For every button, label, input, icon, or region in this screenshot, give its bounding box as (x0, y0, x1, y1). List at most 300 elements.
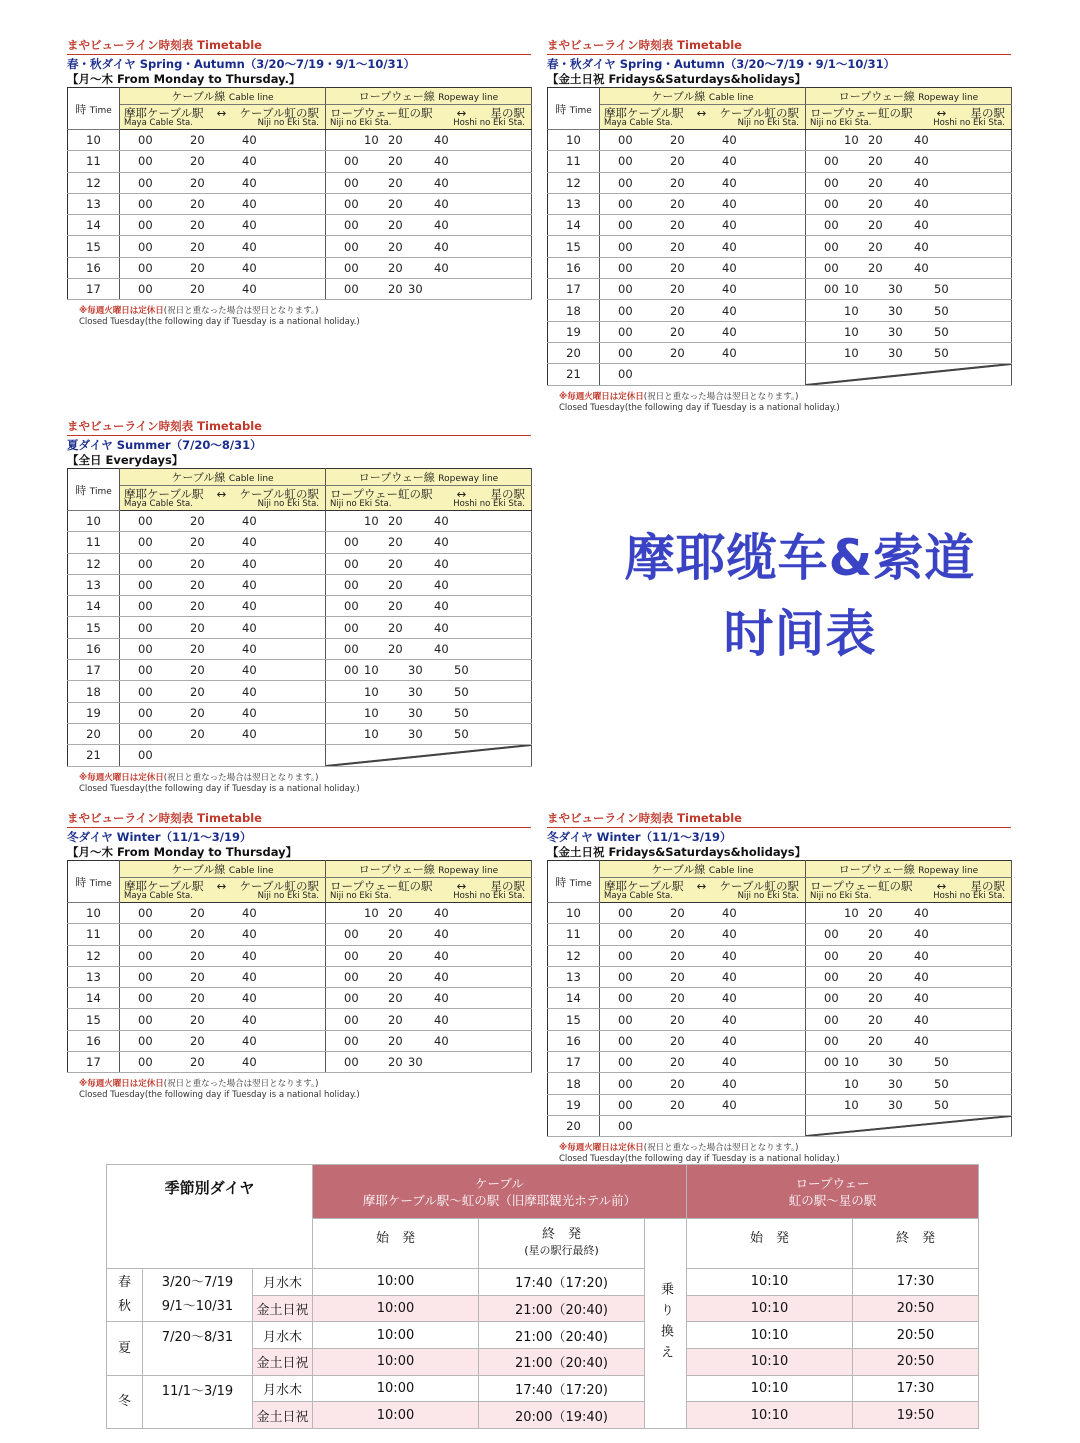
season-period: 7/20～8/31 (143, 1322, 253, 1375)
timetable-row (68, 151, 532, 172)
cable-minute: 20 (670, 1076, 685, 1091)
closed-notice-bold: ※毎週火曜日は定休日 (79, 772, 164, 783)
time-header-jp: 時 (75, 102, 87, 116)
cable-departures (120, 215, 326, 236)
ropeway-minute: 50 (934, 282, 949, 297)
cable-line-header-en: Cable line (228, 93, 274, 103)
ropeway-minute: 10 (364, 514, 379, 529)
ropeway-departures (806, 966, 1012, 987)
ropeway-departures (806, 988, 1012, 1009)
cable-minute: 40 (242, 556, 257, 571)
cable-minute: 20 (670, 991, 685, 1006)
ropeway-last: 17:30 (853, 1375, 979, 1402)
ropeway-minute: 20 (868, 239, 883, 254)
closed-notice-rest: (祝日と重なった場合は翌日となります。) (163, 1079, 319, 1090)
from-station-en: Maya Cable Sta. (124, 498, 193, 509)
ropeway-minute: 40 (914, 948, 929, 963)
hour-cell: 15 (68, 236, 120, 257)
cable-minute: 40 (722, 991, 737, 1006)
ropeway-minute: 20 (868, 218, 883, 233)
cable-departures (600, 364, 806, 385)
ropeway-minute: 00 (344, 948, 359, 963)
timetable-row (548, 1115, 1012, 1136)
seasonal-summary-table (106, 1164, 979, 1429)
hour-cell: 17 (548, 279, 600, 300)
cable-minute: 40 (242, 514, 257, 529)
ropeway-minute: 10 (364, 684, 379, 699)
cable-line-header-en: Cable line (228, 474, 274, 484)
ropeway-minute: 00 (344, 927, 359, 942)
cable-minute: 40 (242, 282, 257, 297)
timetable-row (68, 638, 532, 659)
from-station-en: Maya Cable Sta. (124, 117, 193, 128)
hour-cell: 20 (68, 723, 120, 744)
cable-departures (600, 1052, 806, 1073)
cable-minute: 20 (190, 948, 205, 963)
transfer-label: 乗り換え (645, 1219, 687, 1429)
cable-departures (600, 1094, 806, 1115)
ropeway-minute: 00 (824, 1055, 839, 1070)
closed-notice (79, 773, 531, 795)
ropeway-minute: 40 (914, 906, 929, 921)
timetable-row (548, 193, 1012, 214)
timetable-row (68, 574, 532, 595)
cable-minute: 40 (242, 154, 257, 169)
ropeway-minute: 10 (844, 1097, 859, 1112)
cable-minute: 40 (722, 927, 737, 942)
ropeway-minute: 30 (408, 663, 423, 678)
cable-departures (600, 903, 806, 924)
ropeway-minute: 00 (344, 239, 359, 254)
cable-minute: 20 (670, 346, 685, 361)
cable-line-header-jp: ケーブル線 (171, 471, 226, 484)
hour-cell: 17 (68, 1052, 120, 1073)
cable-minute: 00 (618, 948, 633, 963)
to-station-en: Niji no Eki Sta. (737, 117, 799, 128)
timetable-grid (67, 468, 532, 767)
ropeway-departures (806, 279, 1012, 300)
ropeway-minute: 30 (888, 282, 903, 297)
ropeway-minute: 00 (344, 641, 359, 656)
ropeway-departures (326, 511, 532, 532)
cable-stations (120, 105, 326, 130)
cable-minute: 20 (190, 663, 205, 678)
cable-minute: 20 (670, 324, 685, 339)
from-station-jp: 摩耶ケーブル駅 (124, 486, 204, 501)
timetable-row (548, 172, 1012, 193)
cable-minute: 20 (670, 1097, 685, 1112)
ropeway-departures (806, 215, 1012, 236)
from-station-jp: ロープウェー虹の駅 (330, 878, 433, 893)
cable-minute: 20 (190, 970, 205, 985)
from-station-en: Maya Cable Sta. (604, 117, 673, 128)
cable-departures (600, 215, 806, 236)
cable-minute: 20 (190, 927, 205, 942)
cable-minute: 00 (138, 684, 153, 699)
cable-departures (120, 596, 326, 617)
timetable-row (68, 745, 532, 766)
ropeway-departures (806, 193, 1012, 214)
ropeway-departures (806, 1009, 1012, 1030)
cable-departures (120, 617, 326, 638)
cable-departures (120, 924, 326, 945)
cable-minute: 20 (190, 1055, 205, 1070)
hour-cell: 16 (68, 638, 120, 659)
cable-departures (120, 511, 326, 532)
cable-minute: 00 (138, 748, 153, 763)
to-station-jp: 星の駅 (970, 105, 1005, 120)
ropeway-minute: 10 (844, 1055, 859, 1070)
from-station-jp: ロープウェー虹の駅 (810, 105, 913, 120)
days-label: 【月～木 From Monday to Thursday】 (67, 845, 298, 859)
ropeway-minute: 40 (434, 260, 449, 275)
cable-minute: 40 (242, 705, 257, 720)
cable-minute: 20 (190, 260, 205, 275)
cable-stations (600, 878, 806, 903)
ropeway-minute: 40 (434, 906, 449, 921)
timetable-row (68, 681, 532, 702)
bidirectional-arrow-icon: ↔ (456, 878, 467, 893)
cable-minute: 40 (722, 239, 737, 254)
cable-minute: 20 (190, 218, 205, 233)
to-station-jp: 星の駅 (490, 878, 525, 893)
cable-minute: 40 (722, 1055, 737, 1070)
cable-minute: 20 (190, 641, 205, 656)
ropeway-minute: 20 (388, 1012, 403, 1027)
cable-minute: 40 (242, 218, 257, 233)
cable-minute: 20 (190, 1012, 205, 1027)
ropeway-line-header-en: Ropeway line (918, 93, 979, 103)
bidirectional-arrow-icon: ↔ (936, 105, 947, 120)
timetable-grid (547, 87, 1012, 386)
timetable-row (548, 1094, 1012, 1115)
overlay-title (580, 520, 1020, 672)
cable-minute: 00 (618, 239, 633, 254)
timetable-winter-weekend (547, 811, 1011, 1165)
cable-minute: 00 (138, 175, 153, 190)
cable-minute: 40 (722, 133, 737, 148)
timetable-brand: まやビューライン時刻表 Timetable (547, 811, 1011, 828)
cable-minute: 00 (138, 514, 153, 529)
ropeway-minute: 30 (888, 324, 903, 339)
cable-first: 10:00 (313, 1322, 479, 1349)
ropeway-minute: 20 (868, 991, 883, 1006)
cable-minute: 00 (138, 578, 153, 593)
cable-departures (600, 236, 806, 257)
cable-minute: 40 (242, 1055, 257, 1070)
closed-notice-rest: (祝日と重なった場合は翌日となります。) (643, 1143, 799, 1154)
cable-departures (600, 966, 806, 987)
ropeway-minute: 00 (344, 578, 359, 593)
cable-minute: 40 (242, 133, 257, 148)
closed-notice-bold: ※毎週火曜日は定休日 (559, 391, 644, 402)
ropeway-departures (806, 151, 1012, 172)
hour-cell: 13 (68, 574, 120, 595)
cable-minute: 00 (138, 1012, 153, 1027)
cable-minute: 20 (670, 948, 685, 963)
closed-notice-en: Closed Tuesday(the following day if Tuesday is a national holiday.) (559, 1154, 840, 1165)
cable-minute: 20 (190, 620, 205, 635)
ropeway-first: 10:10 (687, 1375, 853, 1402)
ropeway-minute: 20 (388, 948, 403, 963)
ropeway-departures (326, 945, 532, 966)
from-station-en: Niji no Eki Sta. (330, 498, 392, 509)
cable-minute: 20 (670, 239, 685, 254)
ropeway-departures (806, 172, 1012, 193)
ropeway-minute: 50 (934, 1055, 949, 1070)
cable-minute: 40 (722, 218, 737, 233)
ropeway-line-header (326, 88, 532, 105)
cable-minute: 00 (138, 663, 153, 678)
timetable-row (68, 596, 532, 617)
bidirectional-arrow-icon: ↔ (456, 486, 467, 501)
closed-notice-bold: ※毎週火曜日は定休日 (79, 306, 164, 317)
ropeway-departures (326, 660, 532, 681)
cable-first-header: 始 発 (313, 1219, 479, 1269)
hour-cell: 10 (68, 903, 120, 924)
cable-departures (120, 723, 326, 744)
ropeway-departures (806, 1052, 1012, 1073)
ropeway-minute: 30 (888, 1076, 903, 1091)
timetable-row (548, 1009, 1012, 1030)
cable-line-header-jp: ケーブル線 (171, 90, 226, 103)
cable-minute: 00 (138, 991, 153, 1006)
cable-minute: 00 (618, 1012, 633, 1027)
cable-minute: 20 (670, 197, 685, 212)
hour-cell: 10 (68, 130, 120, 151)
season-name: 冬 (107, 1375, 143, 1428)
hour-cell: 15 (68, 1009, 120, 1030)
day-type: 金土日祝 (253, 1349, 313, 1376)
hour-cell: 11 (68, 924, 120, 945)
ropeway-minute: 30 (408, 705, 423, 720)
hour-cell: 14 (68, 988, 120, 1009)
ropeway-minute: 40 (434, 948, 449, 963)
ropeway-minute: 00 (344, 535, 359, 550)
ropeway-line-header-jp: ロープウェー線 (358, 90, 435, 103)
ropeway-departures (326, 617, 532, 638)
closed-notice-en: Closed Tuesday(the following day if Tuesday is a national holiday.) (79, 783, 360, 794)
days-label: 【全日 Everydays】 (67, 453, 184, 467)
cable-departures (120, 681, 326, 702)
cable-minute: 20 (190, 133, 205, 148)
ropeway-minute: 00 (344, 154, 359, 169)
cable-minute: 00 (138, 133, 153, 148)
ropeway-minute: 20 (388, 218, 403, 233)
ropeway-departures (326, 723, 532, 744)
time-header-en: Time (89, 878, 112, 889)
bidirectional-arrow-icon: ↔ (696, 878, 707, 893)
cable-departures (120, 532, 326, 553)
cable-minute: 40 (242, 948, 257, 963)
cable-line-header (120, 88, 326, 105)
ropeway-minute: 40 (434, 1012, 449, 1027)
cable-minute: 20 (190, 1033, 205, 1048)
hour-cell: 10 (548, 903, 600, 924)
cable-minute: 20 (190, 514, 205, 529)
ropeway-minute: 40 (434, 578, 449, 593)
cable-minute: 40 (722, 1076, 737, 1091)
ropeway-first: 10:10 (687, 1295, 853, 1322)
timetable-row (548, 279, 1012, 300)
closed-notice-en: Closed Tuesday(the following day if Tuesday is a national holiday.) (559, 402, 840, 413)
cable-title: ケーブル (475, 1175, 524, 1191)
ropeway-minute: 10 (364, 727, 379, 742)
hour-cell: 19 (68, 702, 120, 723)
ropeway-departures (326, 1009, 532, 1030)
ropeway-stations (326, 105, 532, 130)
from-station-jp: ロープウェー虹の駅 (330, 105, 433, 120)
cable-departures (120, 988, 326, 1009)
cable-departures (600, 279, 806, 300)
ropeway-minute: 10 (844, 906, 859, 921)
timetable-brand: まやビューライン時刻表 Timetable (67, 811, 531, 828)
closed-notice-en: Closed Tuesday(the following day if Tuesday is a national holiday.) (79, 317, 360, 328)
cable-departures (120, 130, 326, 151)
cable-minute: 20 (190, 175, 205, 190)
cable-minute: 20 (670, 927, 685, 942)
ropeway-minute: 20 (388, 154, 403, 169)
time-header-jp: 時 (75, 875, 87, 889)
timetable-row (68, 903, 532, 924)
from-station-en: Niji no Eki Sta. (330, 117, 392, 128)
ropeway-minute: 40 (434, 991, 449, 1006)
ropeway-minute: 20 (388, 239, 403, 254)
cable-last: 21:00（20:40) (479, 1322, 645, 1349)
timetable-row (68, 1030, 532, 1051)
to-station-en: Hoshi no Eki Sta. (453, 498, 525, 509)
ropeway-minute: 50 (454, 705, 469, 720)
cable-line-header (120, 469, 326, 486)
cable-departures (120, 638, 326, 659)
ropeway-departures (806, 1030, 1012, 1051)
timetable-spring-autumn-weekday (67, 38, 531, 328)
cable-stations (120, 486, 326, 511)
ropeway-minute: 20 (868, 154, 883, 169)
cable-departures (600, 988, 806, 1009)
cable-minute: 00 (138, 154, 153, 169)
time-header-en: Time (89, 486, 112, 497)
ropeway-minute: 20 (388, 175, 403, 190)
timetable-row (548, 321, 1012, 342)
cable-minute: 00 (138, 197, 153, 212)
ropeway-no-service (806, 1115, 1012, 1136)
timetable-row (548, 236, 1012, 257)
timetable-row (68, 966, 532, 987)
cable-minute: 00 (138, 641, 153, 656)
cable-departures (600, 1073, 806, 1094)
time-header (68, 469, 120, 511)
cable-departures (600, 342, 806, 363)
cable-minute: 00 (618, 1033, 633, 1048)
ropeway-minute: 50 (454, 727, 469, 742)
ropeway-departures (806, 1073, 1012, 1094)
ropeway-minute: 00 (824, 927, 839, 942)
closed-notice-rest: (祝日と重なった場合は翌日となります。) (163, 772, 319, 783)
ropeway-minute: 30 (888, 1097, 903, 1112)
cable-minute: 40 (242, 599, 257, 614)
to-station-jp: ケーブル虹の駅 (239, 105, 319, 120)
hour-cell: 13 (548, 193, 600, 214)
timetable-row (548, 966, 1012, 987)
ropeway-departures (326, 172, 532, 193)
cable-line-header-jp: ケーブル線 (651, 863, 706, 876)
ropeway-minute: 40 (914, 1012, 929, 1027)
ropeway-departures (806, 236, 1012, 257)
hour-cell: 16 (68, 1030, 120, 1051)
ropeway-minute: 40 (914, 239, 929, 254)
timetable-row (68, 988, 532, 1009)
cable-last: 17:40（17:20) (479, 1375, 645, 1402)
ropeway-minute: 30 (408, 282, 423, 297)
to-station-jp: 星の駅 (490, 105, 525, 120)
cable-minute: 40 (242, 1012, 257, 1027)
to-station-jp: ケーブル虹の駅 (239, 878, 319, 893)
ropeway-departures (326, 151, 532, 172)
timetable-row (548, 300, 1012, 321)
cable-minute: 00 (618, 260, 633, 275)
day-type: 金土日祝 (253, 1402, 313, 1429)
cable-minute: 20 (670, 1055, 685, 1070)
day-type: 金土日祝 (253, 1295, 313, 1322)
timetable-row (68, 1009, 532, 1030)
cable-minute: 00 (138, 1055, 153, 1070)
hour-cell: 12 (68, 553, 120, 574)
cable-line-header-jp: ケーブル線 (171, 863, 226, 876)
bidirectional-arrow-icon: ↔ (696, 105, 707, 120)
ropeway-minute: 50 (934, 324, 949, 339)
ropeway-departures (326, 903, 532, 924)
cable-minute: 00 (138, 948, 153, 963)
ropeway-minute: 00 (824, 197, 839, 212)
cable-minute: 40 (722, 197, 737, 212)
cable-line-header-en: Cable line (228, 866, 274, 876)
ropeway-minute: 40 (434, 556, 449, 571)
ropeway-line-header (806, 88, 1012, 105)
cable-line-header (600, 88, 806, 105)
hour-cell: 17 (548, 1052, 600, 1073)
ropeway-line-header-en: Ropeway line (438, 93, 499, 103)
ropeway-minute: 20 (868, 175, 883, 190)
cable-departures (120, 660, 326, 681)
ropeway-line-header (806, 861, 1012, 878)
cable-minute: 40 (242, 684, 257, 699)
cable-departures (120, 1030, 326, 1051)
cable-minute: 20 (190, 578, 205, 593)
cable-line-header-jp: ケーブル線 (651, 90, 706, 103)
timetable-row (548, 903, 1012, 924)
ropeway-minute: 00 (344, 991, 359, 1006)
ropeway-minute: 00 (824, 970, 839, 985)
ropeway-minute: 00 (344, 218, 359, 233)
ropeway-minute: 20 (388, 599, 403, 614)
ropeway-minute: 40 (914, 197, 929, 212)
timetable-grid (67, 87, 532, 300)
timetable-row (68, 532, 532, 553)
ropeway-minute: 40 (914, 133, 929, 148)
days-label: 【金土日祝 Fridays&Saturdays&holidays】 (547, 72, 807, 86)
ropeway-minute: 30 (888, 303, 903, 318)
timetable-row (68, 702, 532, 723)
ropeway-line-header (326, 469, 532, 486)
cable-minute: 20 (190, 599, 205, 614)
cable-minute: 20 (190, 239, 205, 254)
cable-first: 10:00 (313, 1375, 479, 1402)
bidirectional-arrow-icon: ↔ (216, 878, 227, 893)
cable-line-header-en: Cable line (708, 866, 754, 876)
ropeway-minute: 00 (344, 260, 359, 275)
ropeway-minute: 10 (844, 1076, 859, 1091)
